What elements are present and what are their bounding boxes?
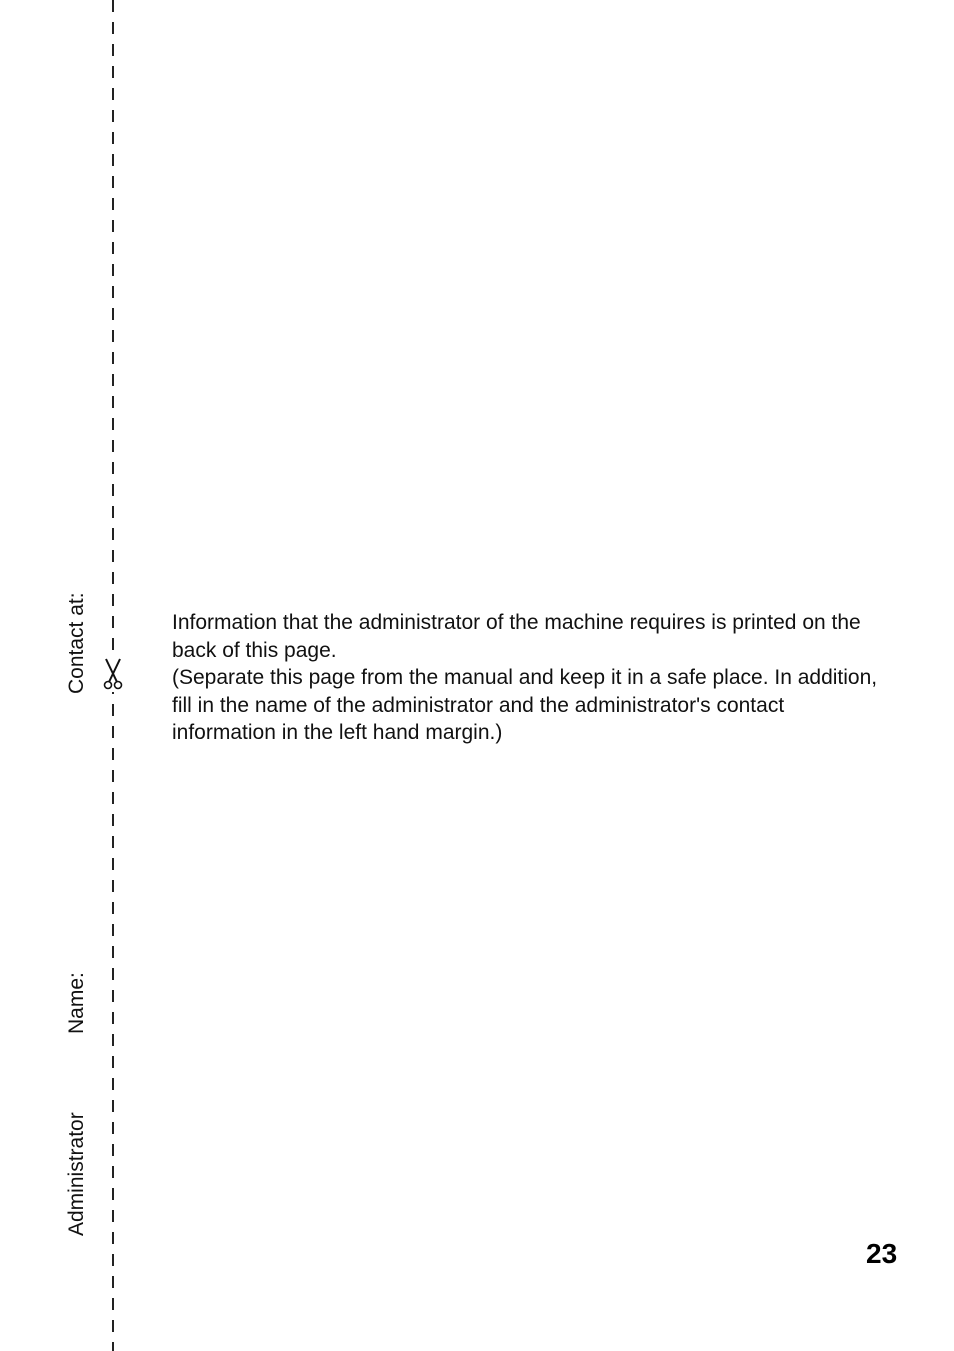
contact-label: Contact at: <box>65 592 88 694</box>
page-number: 23 <box>866 1238 898 1269</box>
administrator-label: Administrator <box>65 1112 88 1236</box>
info-paragraph-2: (Separate this page from the manual and keep it in a safe place. In addition, fill in the name of the administrator and the administrator's contact information in the left hand margin.) <box>172 666 878 744</box>
name-label: Name: <box>65 972 88 1034</box>
scissors-icon <box>100 656 126 692</box>
info-paragraph-1: Information that the administrator of the machine requires is printed on the back of this page. <box>172 611 861 662</box>
info-text <box>172 609 892 747</box>
